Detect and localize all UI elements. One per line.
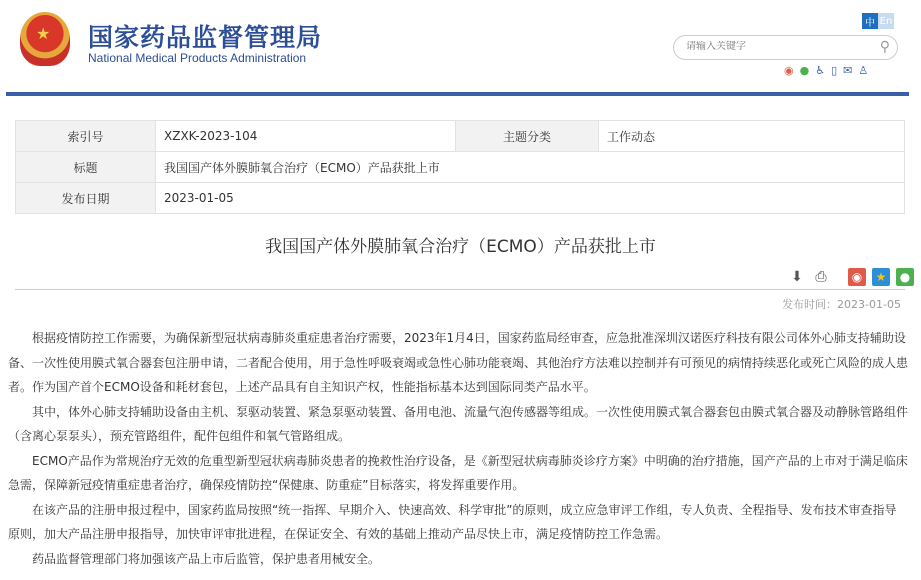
category-value: 工作动态 — [599, 121, 905, 152]
lang-en-button[interactable]: En — [878, 13, 894, 29]
mobile-icon[interactable]: ▯ — [831, 64, 838, 77]
print-icon[interactable]: ⎙ — [815, 269, 827, 285]
search-input[interactable] — [686, 41, 866, 52]
header-divider — [6, 92, 909, 96]
mail-icon[interactable]: ✉ — [843, 64, 853, 77]
paragraph: 在该产品的注册申报过程中，国家药监局按照“统一指挥、早期介入、快速高效、科学审批”的原则，成立应急审评工作组，专人负责、全程指导、发布技术审查指导原则，加大产品注册申报指导，加快审评审批进程，在保证安全、有效的基础上推动产品尽快上市，满足疫情防控工作急需。 — [8, 502, 897, 541]
weibo-icon[interactable]: ◉ — [784, 64, 794, 77]
publish-time: 发布时间：2023-01-05 — [782, 298, 901, 311]
paragraph: ECMO产品作为常规治疗无效的危重型新型冠状病毒肺炎患者的挽救性治疗设备，是《新型冠状病毒肺炎诊疗方案》中明确的治疗措施，国产产品的上市对于满足临床急需，保障新冠疫情重症患者治疗，确保疫情防控“保健康、防重症”目标落实，将发挥重要作用。 — [8, 453, 908, 492]
accessibility-icon[interactable]: ♿ — [815, 64, 826, 77]
download-icon[interactable]: ⬇ — [791, 269, 803, 285]
site-header — [0, 0, 921, 92]
language-switch — [862, 13, 894, 29]
index-value: XZXK-2023-104 — [156, 121, 456, 152]
share-qzone-icon[interactable]: ★ — [872, 268, 890, 286]
paragraph: 根据疫情防控工作需要，为确保新型冠状病毒肺炎重症患者治疗需要，2023年1月4日，国家药监局经审查，应急批准深圳汉诺医疗科技有限公司体外心肺支持辅助设备、一次性使用膜式氧合器套包注册申请，二者配合使用，用于急性呼吸衰竭或急性心肺功能衰竭、其他治疗方法难以控制并有可预见的病情持续恶化或死亡风险的成人患者。作为国产首个ECMO设备和耗材套包，上述产品具有自主知识产权，性能指标基本达到国际同类产品水平。 — [8, 331, 909, 394]
date-value: 2023-01-05 — [156, 183, 905, 214]
title-value: 我国国产体外膜肺氧合治疗（ECMO）产品获批上市 — [156, 152, 905, 183]
article-meta-table — [15, 120, 905, 214]
date-label: 发布日期 — [16, 183, 156, 214]
share-wechat-icon[interactable]: ● — [896, 268, 914, 286]
article-tools — [788, 268, 914, 286]
index-label: 索引号 — [16, 121, 156, 152]
article-body — [8, 326, 908, 571]
title-label: 标题 — [16, 152, 156, 183]
paragraph: 其中，体外心肺支持辅助设备由主机、泵驱动装置、紧急泵驱动装置、备用电池、流量气泡传感器等组成。一次性使用膜式氧合器套包由膜式氧合器及动静脉管路组件（含离心泵泵头），预充管路组件，配件包组件和氧气管路组成。 — [8, 404, 909, 443]
user-icon[interactable]: ♙ — [858, 64, 869, 77]
lang-zh-button[interactable]: 中 — [862, 13, 878, 29]
title-divider — [15, 289, 905, 290]
share-weibo-icon[interactable]: ◉ — [848, 268, 866, 286]
search-icon[interactable]: ⚲ — [879, 39, 890, 55]
site-title-cn[interactable]: 国家药品监督管理局 — [88, 23, 323, 52]
search-box — [673, 35, 898, 60]
article-title: 我国国产体外膜肺氧合治疗（ECMO）产品获批上市 — [265, 237, 656, 257]
paragraph: 药品监督管理部门将加强该产品上市后监管，保护患者用械安全。 — [32, 551, 381, 566]
category-label: 主题分类 — [456, 121, 599, 152]
national-emblem-logo: ★ — [20, 12, 70, 66]
wechat-icon[interactable]: ● — [799, 64, 810, 77]
social-links — [784, 64, 868, 77]
site-title-en: National Medical Products Administration — [88, 51, 307, 65]
